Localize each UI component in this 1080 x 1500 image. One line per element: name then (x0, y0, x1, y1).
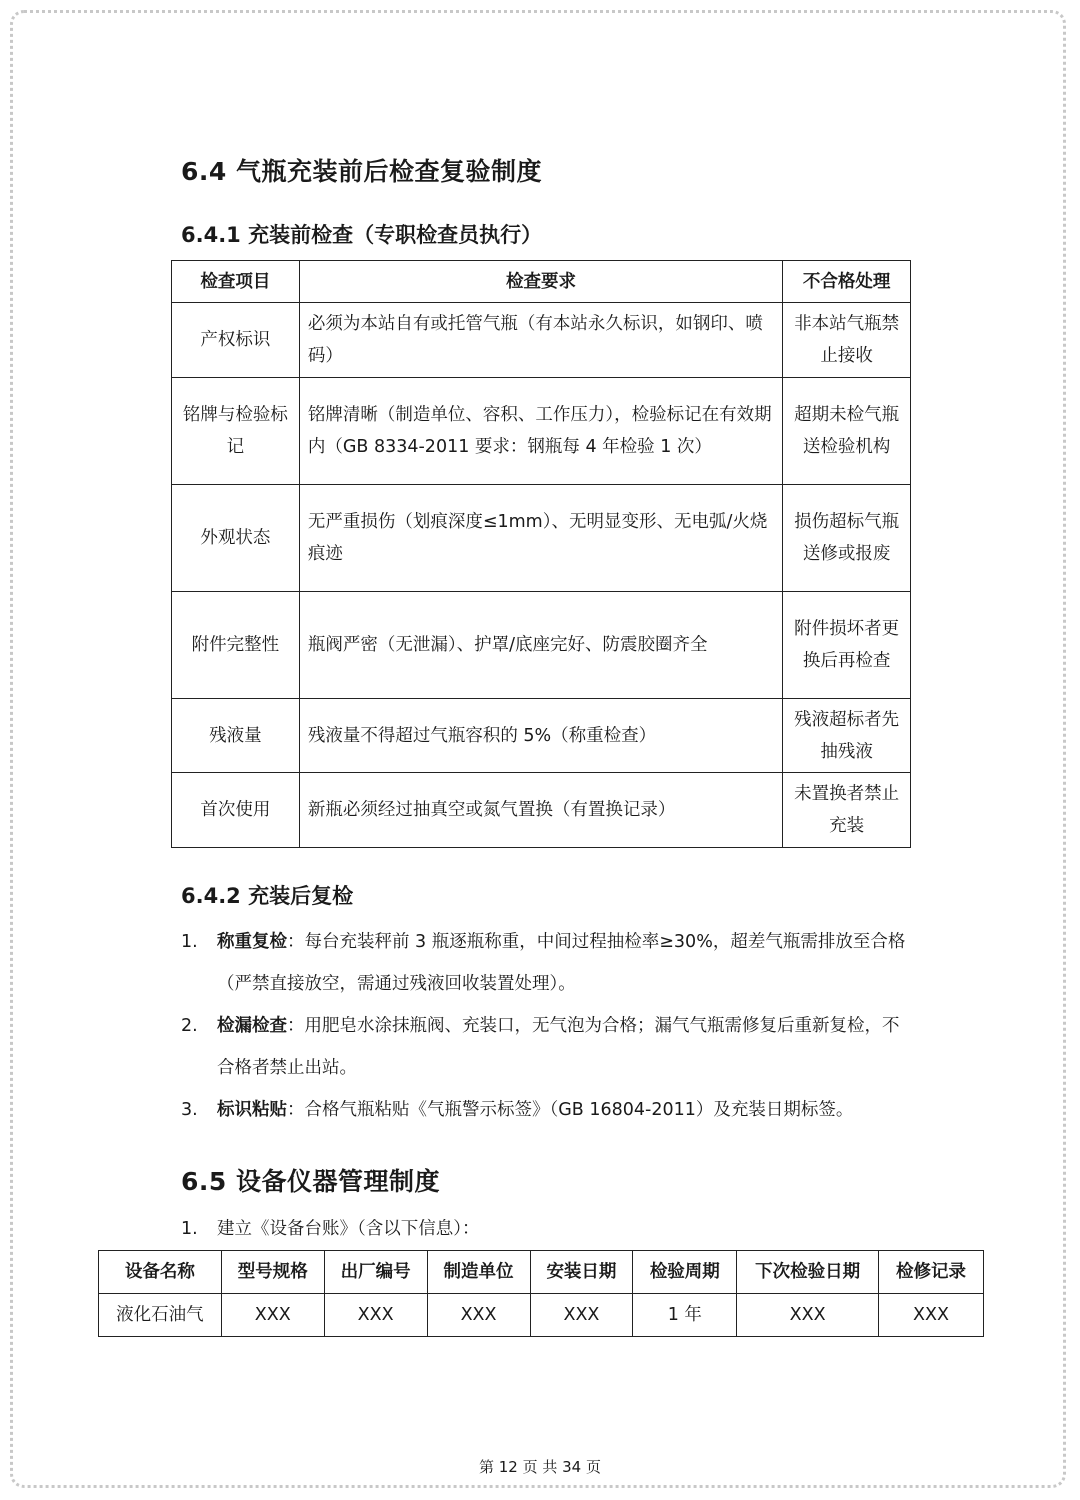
header-cell: 设备名称 (99, 1251, 222, 1294)
cell-requirement: 新瓶必须经过抽真空或氮气置换（有置换记录） (299, 773, 782, 848)
list-number: 2. (181, 1016, 198, 1036)
list-item (181, 1089, 911, 1131)
header-cell: 检验周期 (633, 1251, 737, 1294)
inspection-table (171, 260, 911, 848)
list-text: 建立《设备台账》（含以下信息）： (217, 1219, 480, 1239)
table-row (172, 485, 911, 592)
subsection-6-4-2-title: 6.4.2 充装后复检 (181, 884, 354, 908)
cell-item: 产权标识 (172, 303, 300, 378)
table-row (172, 773, 911, 848)
cell-handling: 附件损坏者更换后再检查 (783, 592, 911, 699)
table-cell: XXX (879, 1294, 984, 1337)
header-cell: 出厂编号 (324, 1251, 427, 1294)
header-handling: 不合格处理 (783, 261, 911, 303)
header-cell: 型号规格 (221, 1251, 324, 1294)
section-6-5-title: 6.5 设备仪器管理制度 (181, 1167, 440, 1196)
list-text: ：每台充装秤前 3 瓶逐瓶称重，中间过程抽检率≥30%，超差气瓶需排放至合格（严禁直接放空，需通过残液回收装置处理）。 (217, 932, 906, 994)
header-requirement: 检查要求 (299, 261, 782, 303)
table-cell: XXX (324, 1294, 427, 1337)
list-item (181, 921, 911, 1005)
cell-requirement: 残液量不得超过气瓶容积的 5%（称重检查） (299, 699, 782, 773)
header-cell: 制造单位 (427, 1251, 530, 1294)
cell-requirement: 必须为本站自有或托管气瓶（有本站永久标识，如钢印、喷码） (299, 303, 782, 378)
equipment-ledger-table (98, 1250, 984, 1337)
cell-item: 首次使用 (172, 773, 300, 848)
cell-requirement: 无严重损伤（划痕深度≤1mm）、无明显变形、无电弧/火烧痕迹 (299, 485, 782, 592)
cell-handling: 非本站气瓶禁止接收 (783, 303, 911, 378)
equipment-list (181, 1208, 911, 1250)
table-header-row (99, 1251, 984, 1294)
cell-handling: 超期未检气瓶送检验机构 (783, 378, 911, 485)
cell-requirement: 铭牌清晰（制造单位、容积、工作压力），检验标记在有效期内（GB 8334-2011 要求：钢瓶每 4 年检验 1 次） (299, 378, 782, 485)
list-number: 3. (181, 1100, 198, 1120)
header-item: 检查项目 (172, 261, 300, 303)
cell-item: 残液量 (172, 699, 300, 773)
list-label: 检漏检查 (217, 1016, 287, 1036)
table-row (99, 1294, 984, 1337)
section-6-4-title: 6.4 气瓶充装前后检查复验制度 (181, 157, 542, 186)
cell-handling: 残液超标者先抽残液 (783, 699, 911, 773)
cell-requirement: 瓶阀严密（无泄漏）、护罩/底座完好、防震胶圈齐全 (299, 592, 782, 699)
cell-item: 外观状态 (172, 485, 300, 592)
page-footer: 第 12 页 共 34 页 (478, 1458, 601, 1476)
header-cell: 检修记录 (879, 1251, 984, 1294)
header-cell: 下次检验日期 (737, 1251, 879, 1294)
list-text: ：用肥皂水涂抹瓶阀、充装口，无气泡为合格；漏气气瓶需修复后重新复检，不合格者禁止出站。 (217, 1016, 900, 1078)
list-number: 1. (181, 932, 198, 952)
table-row (172, 378, 911, 485)
table-cell: XXX (737, 1294, 879, 1337)
table-cell: 1 年 (633, 1294, 737, 1337)
list-label: 称重复检 (217, 932, 287, 952)
list-text: ：合格气瓶粘贴《气瓶警示标签》（GB 16804-2011）及充装日期标签。 (287, 1100, 854, 1120)
table-row (172, 303, 911, 378)
table-header-row (172, 261, 911, 303)
cell-item: 附件完整性 (172, 592, 300, 699)
table-row (172, 699, 911, 773)
table-cell: XXX (427, 1294, 530, 1337)
table-row (172, 592, 911, 699)
table-cell: XXX (530, 1294, 633, 1337)
table-cell: 液化石油气 (99, 1294, 222, 1337)
recheck-list (181, 921, 911, 1131)
list-item (181, 1005, 911, 1089)
subsection-6-4-1-title: 6.4.1 充装前检查（专职检查员执行） (181, 223, 543, 247)
cell-handling: 未置换者禁止充装 (783, 773, 911, 848)
header-cell: 安装日期 (530, 1251, 633, 1294)
list-item (181, 1208, 911, 1250)
table-cell: XXX (221, 1294, 324, 1337)
list-label: 标识粘贴 (217, 1100, 287, 1120)
cell-handling: 损伤超标气瓶送修或报废 (783, 485, 911, 592)
list-number: 1. (181, 1219, 198, 1239)
cell-item: 铭牌与检验标记 (172, 378, 300, 485)
